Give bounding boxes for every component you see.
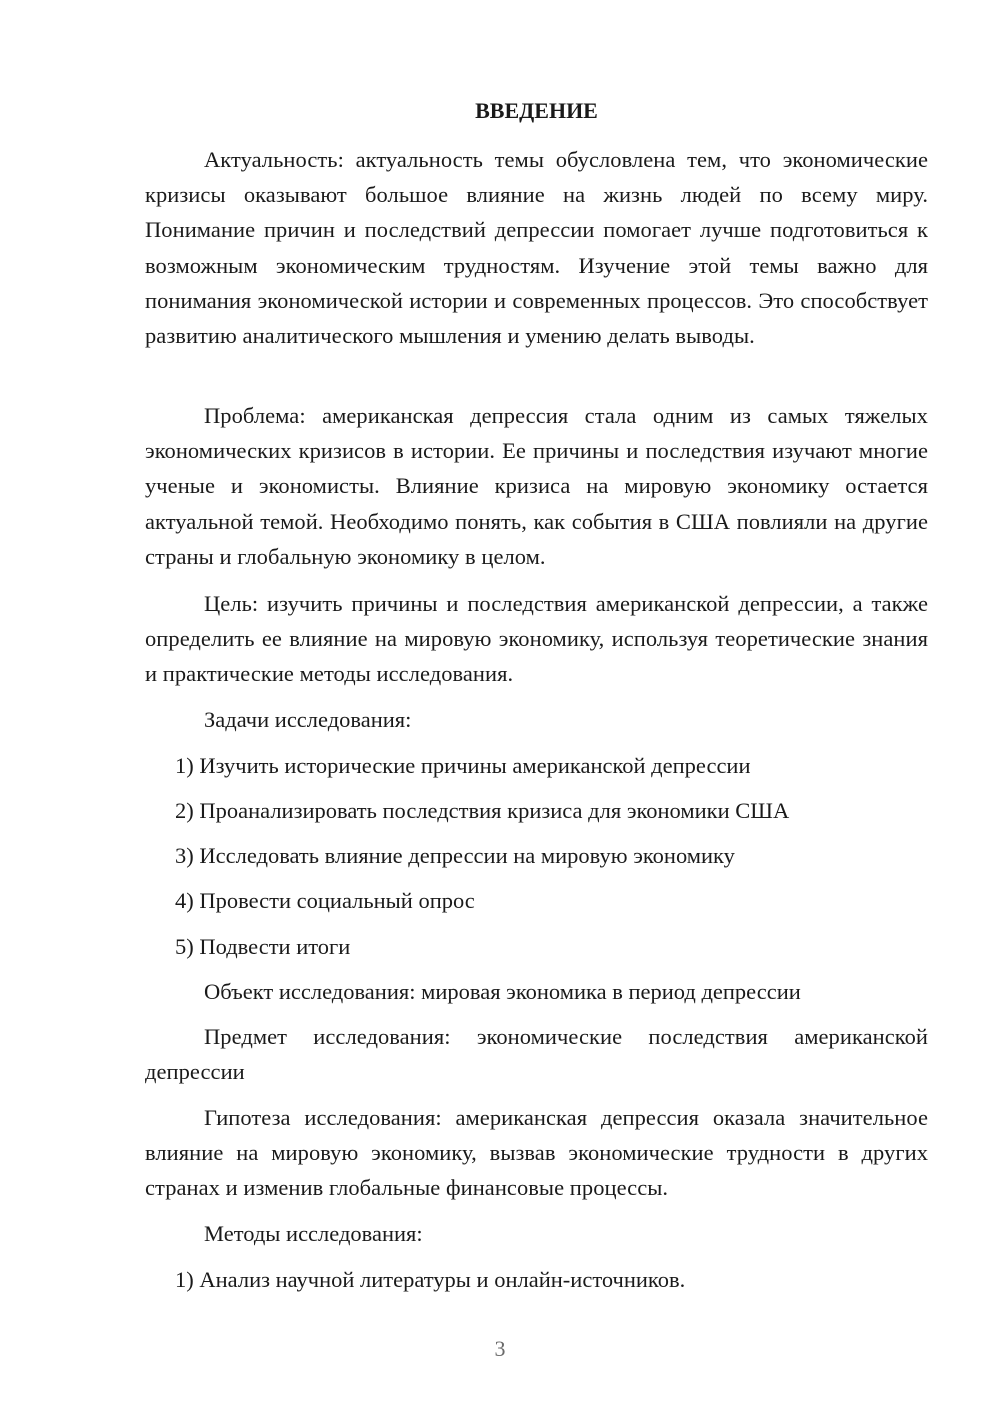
page-number: 3	[494, 1336, 506, 1361]
methods-heading: Методы исследования:	[204, 1221, 423, 1246]
task-item-2: 2) Проанализировать последствия кризиса для экономики США	[175, 798, 790, 823]
method-item-1: 1) Анализ научной литературы и онлайн-источников.	[175, 1267, 686, 1292]
task-item-1: 1) Изучить исторические причины американской депрессии	[175, 753, 751, 778]
paragraph-object: Объект исследования: мировая экономика в период депрессии	[204, 979, 801, 1004]
task-item-4: 4) Провести социальный опрос	[175, 888, 475, 913]
page-title: ВВЕДЕНИЕ	[475, 98, 598, 123]
paragraph-hypothesis: Гипотеза исследования: американская депрессия оказала значительное влияние на мировую экономику, вызвав экономические трудности в других странах и изменив глобальные финансовые процессы.	[145, 1105, 928, 1201]
task-item-5: 5) Подвести итоги	[175, 934, 351, 959]
paragraph-relevance: Актуальность: актуальность темы обусловлена тем, что экономические кризисы оказывают большое влияние на жизнь людей по всему миру. Понимание причин и последствий депрессии помогает лучше подготовиться к возможным экономическим трудностям. Изучение этой темы важно для понимания экономической истории и современных процессов. Это способствует развитию аналитического мышления и умению делать выводы.	[145, 147, 928, 349]
paragraph-problem: Проблема: американская депрессия стала одним из самых тяжелых экономических кризисов в истории. Ее причины и последствия изучают многие ученые и экономисты. Влияние кризиса на мировую экономику остается актуальной темой. Необходимо понять, как события в США повлияли на другие страны и глобальную экономику в целом.	[145, 403, 928, 569]
task-item-3: 3) Исследовать влияние депрессии на мировую экономику	[175, 843, 735, 868]
paragraph-goal: Цель: изучить причины и последствия американской депрессии, а также определить ее влияние на мировую экономику, используя теоретические знания и практические методы исследования.	[145, 591, 928, 687]
paragraph-subject: Предмет исследования: экономические последствия американской депрессии	[145, 1024, 928, 1085]
tasks-heading: Задачи исследования:	[204, 707, 412, 732]
